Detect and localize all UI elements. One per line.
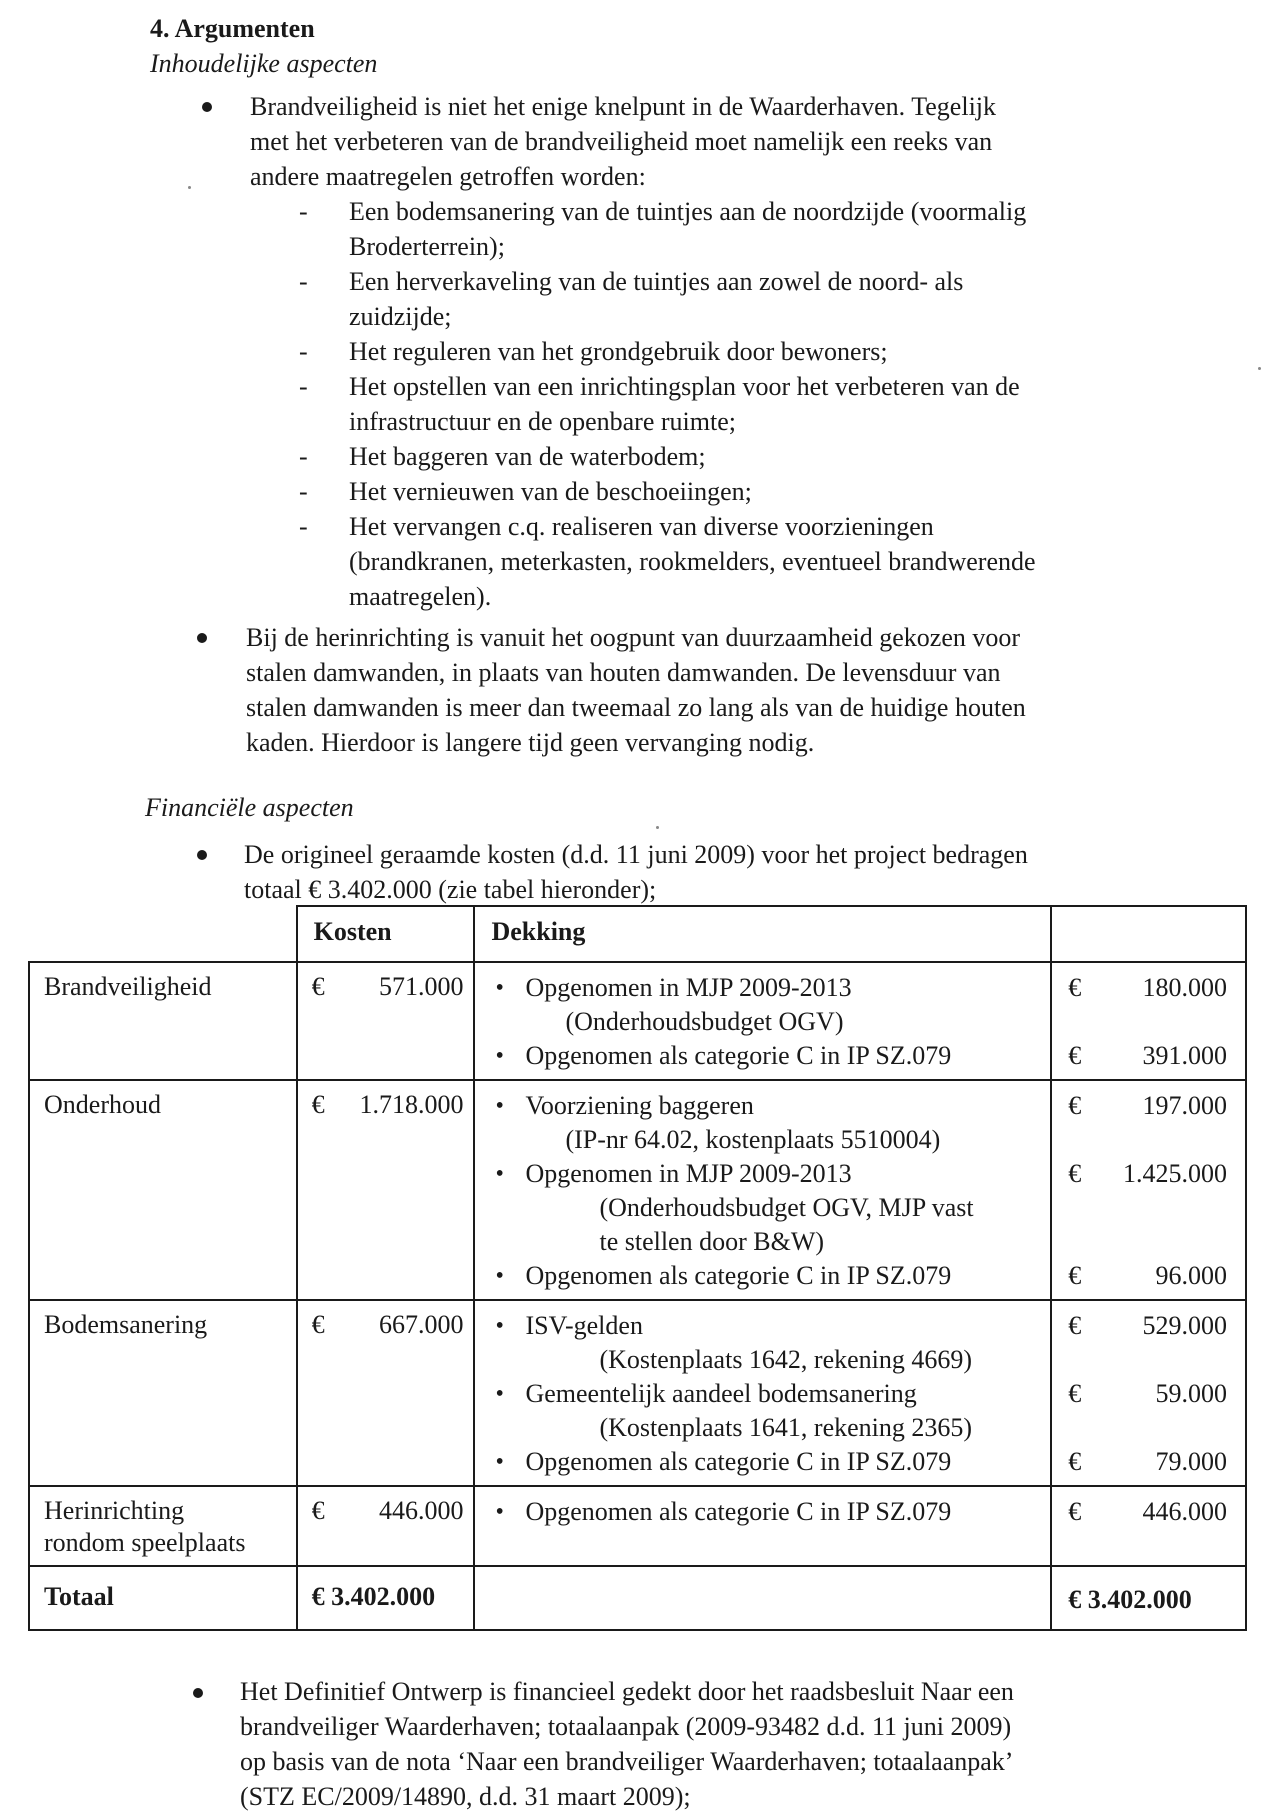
dekking-subline: (Kostenplaats 1642, rekening 4669) xyxy=(599,1345,973,1374)
content-bullet-1 xyxy=(250,89,1190,194)
bullet-line: kaden. Hierdoor is langere tijd geen vervanging nodig. xyxy=(246,728,815,757)
scan-speck xyxy=(656,826,659,829)
amount: 391.000 xyxy=(1142,1041,1227,1070)
bullet-line: stalen damwanden, in plaats van houten damwanden. De levensduur van xyxy=(246,658,1001,687)
measures-list xyxy=(292,194,1172,614)
row-label: Brandveiligheid xyxy=(29,962,297,1080)
row-kosten: € 446.000 xyxy=(297,1486,475,1566)
amount: 446.000 xyxy=(1142,1497,1227,1526)
table-row xyxy=(29,1486,1246,1566)
list-item: - Het vervangen c.q. realiseren van diverse voorzieningen (brandkranen, meterkasten, rookmelders, eventueel brandwerende maatregelen). xyxy=(299,512,1036,611)
dekking-subline: (Onderhoudsbudget OGV, MJP vast xyxy=(599,1193,974,1222)
content-heading: Inhoudelijke aspecten xyxy=(150,49,378,78)
dekking-subline: (IP-nr 64.02, kostenplaats 5510004) xyxy=(565,1125,941,1154)
dekking-item: • Opgenomen in MJP 2009-2013 xyxy=(493,1157,1040,1191)
total-bedrag: € 3.402.000 xyxy=(1051,1566,1246,1630)
dekking-item: • ISV-gelden xyxy=(493,1309,1040,1343)
row-bedrag: € 197.000 € 1.425.000 € 96.000 xyxy=(1051,1080,1246,1300)
bullet-line: met het verbeteren van de brandveiligheid moet namelijk een reeks van xyxy=(250,127,993,156)
bullet-marker xyxy=(193,1688,203,1698)
bullet-line: Brandveiligheid is niet het enige knelpunt in de Waarderhaven. Tegelijk xyxy=(250,92,997,121)
row-label: Herinrichting rondom speelplaats xyxy=(29,1486,297,1566)
dekking-item: • Gemeentelijk aandeel bodemsanering xyxy=(493,1377,1040,1411)
dekking-subline: te stellen door B&W) xyxy=(599,1227,825,1256)
amount: 79.000 xyxy=(1155,1447,1227,1476)
row-label: Bodemsanering xyxy=(29,1300,297,1486)
content-bullet-2 xyxy=(246,620,1206,760)
bullet-line: op basis van de nota ‘Naar een brandveiliger Waarderhaven; totaalaanpak’ xyxy=(240,1747,1014,1776)
row-dekking xyxy=(474,1486,1051,1566)
list-item: - Het reguleren van het grondgebruik door bewoners; xyxy=(299,337,888,366)
amount: 180.000 xyxy=(1142,973,1227,1002)
row-bedrag: € 180.000 € 391.000 xyxy=(1051,962,1246,1080)
dekking-item: • Opgenomen als categorie C in IP SZ.079 xyxy=(493,1445,1040,1479)
total-dekking-cell xyxy=(474,1566,1051,1630)
dekking-item: • Opgenomen als categorie C in IP SZ.079 xyxy=(493,1039,1040,1073)
dekking-item: • Voorziening baggeren xyxy=(493,1089,1040,1123)
amount: 96.000 xyxy=(1155,1261,1227,1290)
bullet-marker xyxy=(202,102,212,112)
row-bedrag: € 529.000 € 59.000 € 79.000 xyxy=(1051,1300,1246,1486)
bullet-line: andere maatregelen getroffen worden: xyxy=(250,162,646,191)
list-item: - Een bodemsanering van de tuintjes aan de noordzijde (voormalig Broderterrein); xyxy=(299,197,1027,261)
row-dekking xyxy=(474,962,1051,1080)
dekking-item: • Opgenomen als categorie C in IP SZ.079 xyxy=(493,1259,1040,1293)
header-blank-cell xyxy=(29,906,297,962)
row-label: Onderhoud xyxy=(29,1080,297,1300)
dekking-subline: (Kostenplaats 1641, rekening 2365) xyxy=(599,1413,973,1442)
amount: 1.425.000 xyxy=(1123,1159,1227,1188)
financial-heading: Financiële aspecten xyxy=(145,793,354,822)
section-title: 4. Argumenten xyxy=(150,14,315,43)
row-kosten: € 667.000 xyxy=(297,1300,475,1486)
table-row xyxy=(29,1300,1246,1486)
row-kosten: € 571.000 xyxy=(297,962,475,1080)
row-kosten: € 1.718.000 xyxy=(297,1080,475,1300)
list-item: - Een herverkaveling van de tuintjes aan zowel de noord- als zuidzijde; xyxy=(299,267,964,331)
list-item: - Het opstellen van een inrichtingsplan voor het verbeteren van de infrastructuur en de openbare ruimte; xyxy=(299,372,1020,436)
scan-speck xyxy=(188,186,191,189)
bullet-line: totaal € 3.402.000 (zie tabel hieronder); xyxy=(244,875,657,904)
bullet-line: Bij de herinrichting is vanuit het oogpunt van duurzaamheid gekozen voor xyxy=(246,623,1021,652)
dekking-item: • Opgenomen als categorie C in IP SZ.079 xyxy=(493,1495,1040,1529)
amount: 59.000 xyxy=(1155,1379,1227,1408)
header-bedrag xyxy=(1051,906,1246,962)
bullet-marker xyxy=(197,850,207,860)
bullet-marker xyxy=(197,633,207,643)
row-dekking xyxy=(474,1300,1051,1486)
dekking-subline: (Onderhoudsbudget OGV) xyxy=(565,1007,844,1036)
table-header-row xyxy=(29,906,1246,962)
cost-table xyxy=(28,905,1247,1631)
bullet-line: De origineel geraamde kosten (d.d. 11 juni 2009) voor het project bedragen xyxy=(244,840,1028,869)
amount: 529.000 xyxy=(1142,1311,1227,1340)
bullet-line: (STZ EC/2009/14890, d.d. 31 maart 2009); xyxy=(240,1782,691,1811)
scan-speck xyxy=(1258,367,1261,370)
total-kosten: € 3.402.000 xyxy=(297,1566,475,1630)
list-item: - Het baggeren van de waterbodem; xyxy=(299,442,706,471)
row-bedrag: € 446.000 xyxy=(1051,1486,1246,1566)
amount: 197.000 xyxy=(1142,1091,1227,1120)
financial-intro xyxy=(244,837,1224,907)
bullet-line: Het Definitief Ontwerp is financieel gedekt door het raadsbesluit Naar een xyxy=(240,1677,1014,1706)
total-label: Totaal xyxy=(29,1566,297,1630)
header-dekking: Dekking xyxy=(474,906,1051,962)
bullet-line: stalen damwanden is meer dan tweemaal zo lang als van de huidige houten xyxy=(246,693,1026,722)
closing-bullet xyxy=(240,1674,1230,1814)
list-item: - Het vernieuwen van de beschoeiingen; xyxy=(299,477,752,506)
row-dekking xyxy=(474,1080,1051,1300)
table-row xyxy=(29,1080,1246,1300)
table-total-row xyxy=(29,1566,1246,1630)
bullet-line: brandveiliger Waarderhaven; totaalaanpak (2009-93482 d.d. 11 juni 2009) xyxy=(240,1712,1012,1741)
header-kosten: Kosten xyxy=(297,906,475,962)
dekking-item: • Opgenomen in MJP 2009-2013 xyxy=(493,971,1040,1005)
table-row xyxy=(29,962,1246,1080)
